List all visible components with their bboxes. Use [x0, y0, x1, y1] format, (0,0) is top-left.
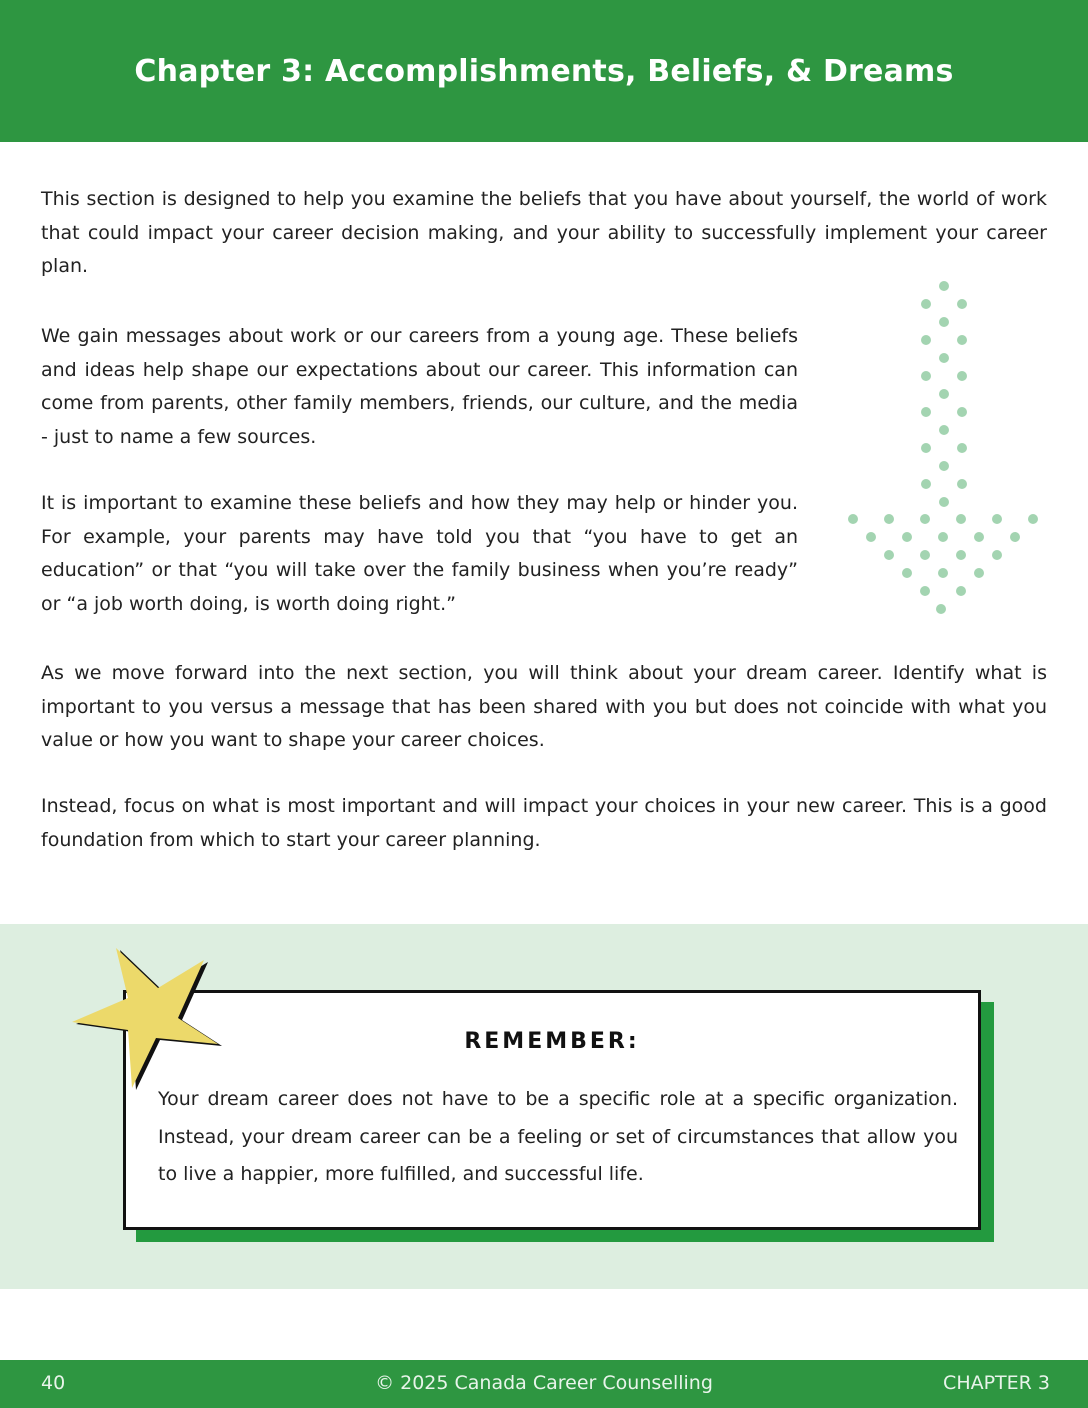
arrow-dot: [866, 532, 876, 542]
arrow-dot: [938, 532, 948, 542]
arrow-dot: [936, 604, 946, 614]
arrow-dot: [939, 389, 949, 399]
arrow-dot: [884, 550, 894, 560]
arrow-dot: [938, 568, 948, 578]
arrow-dot: [921, 443, 931, 453]
intro-paragraph: This section is designed to help you examine the beliefs that you have about yourself, the world of work that could impact your career decision making, and your ability to successfully implement your career plan.: [41, 188, 1047, 277]
arrow-dot: [921, 335, 931, 345]
arrow-dot: [957, 371, 967, 381]
arrow-dot: [939, 461, 949, 471]
arrow-dot: [939, 497, 949, 507]
arrow-dot: [974, 568, 984, 578]
page-footer: [0, 1360, 1088, 1408]
arrow-dot: [902, 568, 912, 578]
arrow-dot: [957, 299, 967, 309]
arrow-dot: [939, 317, 949, 327]
arrow-dot: [956, 586, 966, 596]
arrow-dot: [957, 443, 967, 453]
focus-paragraph: Instead, focus on what is most important and will impact your choices in your new career. This is a good foundation from which to start your career planning.: [41, 795, 1047, 851]
arrow-dot: [921, 371, 931, 381]
chapter-label: CHAPTER 3: [943, 1372, 1050, 1394]
messages-paragraph: We gain messages about work or our careers from a young age. These beliefs and ideas help shape our expectations about our career. This information can come from parents, other family members, friends, our culture, and the media - just to name a few sources.: [41, 325, 798, 448]
arrow-dot: [957, 407, 967, 417]
arrow-dot: [957, 479, 967, 489]
arrow-dot: [1028, 514, 1038, 524]
arrow-dot: [921, 407, 931, 417]
arrow-dot: [921, 299, 931, 309]
chapter-title: Chapter 3: Accomplishments, Beliefs, & Dreams: [134, 53, 954, 89]
arrow-dot: [974, 532, 984, 542]
arrow-dot: [992, 514, 1002, 524]
dream-career-paragraph: As we move forward into the next section, you will think about your dream career. Identify what is important to you versus a message that has been shared with you but does not coincide with what you value or how you want to shape your career choices.: [41, 662, 1047, 751]
arrow-dot: [992, 550, 1002, 560]
arrow-dot: [939, 425, 949, 435]
arrow-dot: [956, 550, 966, 560]
arrow-dot: [956, 514, 966, 524]
arrow-dot: [902, 532, 912, 542]
copyright-text: © 2025 Canada Career Counselling: [375, 1372, 713, 1394]
arrow-dot: [848, 514, 858, 524]
arrow-dot: [939, 353, 949, 363]
arrow-dot: [920, 550, 930, 560]
examine-beliefs-paragraph: It is important to examine these beliefs and how they may help or hinder you. For example, your parents may have told you that “you have to get an education” or that “you will take over the family business when you’re ready” or “a job worth doing, is worth doing right.”: [41, 492, 798, 615]
page-number: 40: [41, 1372, 66, 1394]
arrow-dot: [1010, 532, 1020, 542]
arrow-dot: [920, 586, 930, 596]
dotted-down-arrow-icon: [840, 278, 1040, 618]
remember-text: Your dream career does not have to be a specific role at a specific organization. Instead, your dream career can be a feeling or set of circumstances that allow you to live a happier, more fulfilled, and successful life.: [158, 1088, 958, 1185]
arrow-dot: [939, 281, 949, 291]
arrow-dot: [921, 479, 931, 489]
arrow-dot: [957, 335, 967, 345]
star-icon: [66, 940, 226, 1090]
remember-title: REMEMBER:: [464, 1029, 640, 1054]
remember-box: [123, 990, 981, 1230]
arrow-dot: [920, 514, 930, 524]
arrow-dot: [884, 514, 894, 524]
chapter-header: [0, 0, 1088, 142]
